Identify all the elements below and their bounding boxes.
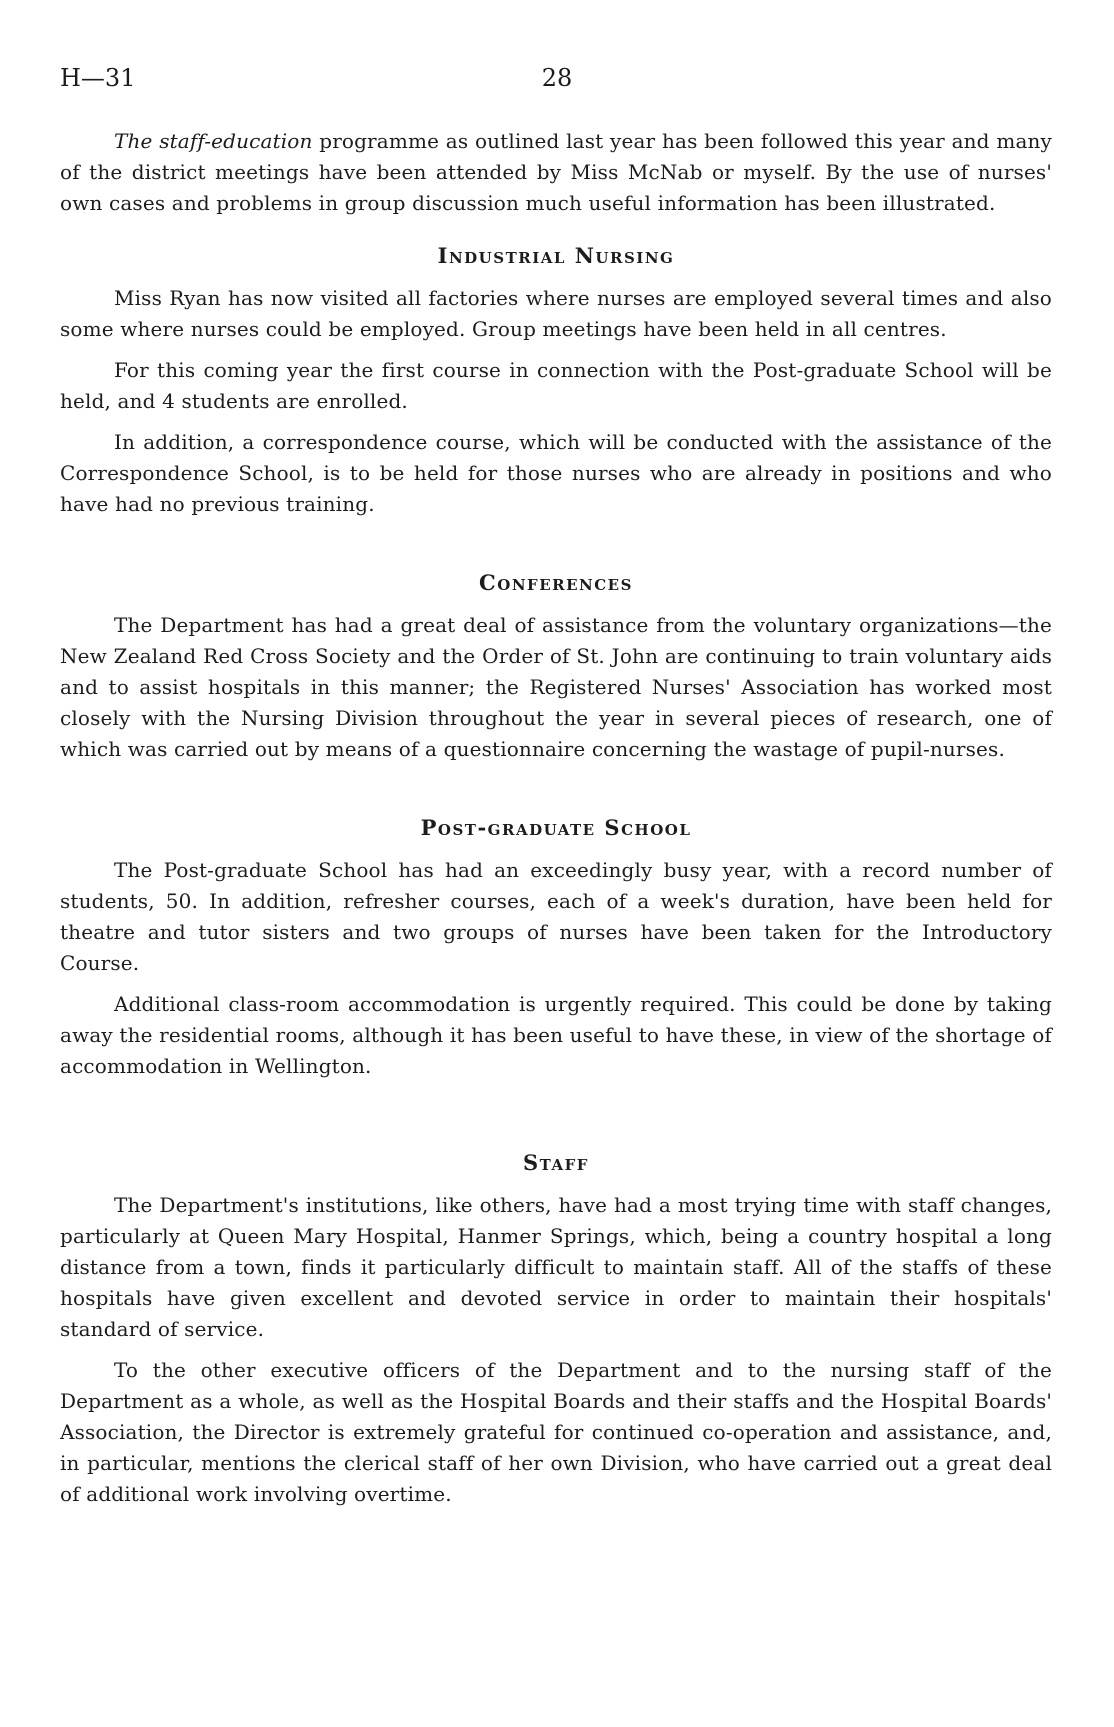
- paragraph: In addition, a correspondence course, which will be conducted with the assistance of the Correspondence School, is to be held for those nurses who are already in positions and who have had no previous training.: [60, 430, 1052, 516]
- section-title-industrial-nursing: Industrial Nursing: [437, 243, 675, 268]
- section-title-staff: Staff: [523, 1150, 589, 1175]
- section-title-conferences: Conferences: [479, 570, 633, 595]
- paragraph: The Department's institutions, like others, have had a most trying time with staff changes, particularly at Queen Mary Hospital, Hanmer Springs, which, being a country hospital a long distance from a town, finds it particularly difficult to maintain staff. All of the staffs of these hospitals have given excellent and devoted service in order to maintain their hospitals' standard of service.: [60, 1193, 1052, 1341]
- document-body: [60, 126, 1052, 1520]
- paragraph: For this coming year the first course in connection with the Post-graduate School will be held, and 4 students are enrolled.: [60, 358, 1052, 413]
- document-reference: H—31: [60, 64, 136, 92]
- intro-text: programme as outlined last year has been followed this year and many of the district meetings have been attended by Miss McNab or myself. By the use of nurses' own cases and problems in group discussion much useful information has been illustrated.: [60, 129, 1052, 215]
- paragraph: The Post-graduate School has had an exceedingly busy year, with a record number of students, 50. In addition, refresher courses, each of a week's duration, have been held for theatre and tutor sisters and two groups of nurses have been taken for the Introductory Course.: [60, 858, 1052, 975]
- page-header: [60, 64, 1052, 98]
- intro-italic-lead: The staff-education: [114, 129, 313, 153]
- intro-paragraph: [60, 126, 1052, 219]
- paragraph: Miss Ryan has now visited all factories where nurses are employed several times and also some where nurses could be employed. Group meetings have been held in all centres.: [60, 286, 1052, 341]
- section-title-post-graduate-school: Post-graduate School: [420, 815, 692, 840]
- paragraph: The Department has had a great deal of assistance from the voluntary organizations—the New Zealand Red Cross Society and the Order of St. John are continuing to train voluntary aids and to assist hospitals in this manner; the Registered Nurses' Association has worked most closely with the Nursing Division throughout the year in several pieces of research, one of which was carried out by means of a questionnaire concerning the wastage of pupil-nurses.: [60, 613, 1052, 761]
- paragraph: To the other executive officers of the Department and to the nursing staff of the Department as a whole, as well as the Hospital Boards and their staffs and the Hospital Boards' Association, the Director is extremely grateful for continued co-operation and assistance, and, in particular, mentions the clerical staff of her own Division, who have carried out a great deal of additional work involving overtime.: [60, 1358, 1052, 1506]
- page-number: 28: [541, 64, 573, 92]
- paragraph: Additional class-room accommodation is urgently required. This could be done by taking away the residential rooms, although it has been useful to have these, in view of the shortage of accommodation in Wellington.: [60, 992, 1052, 1078]
